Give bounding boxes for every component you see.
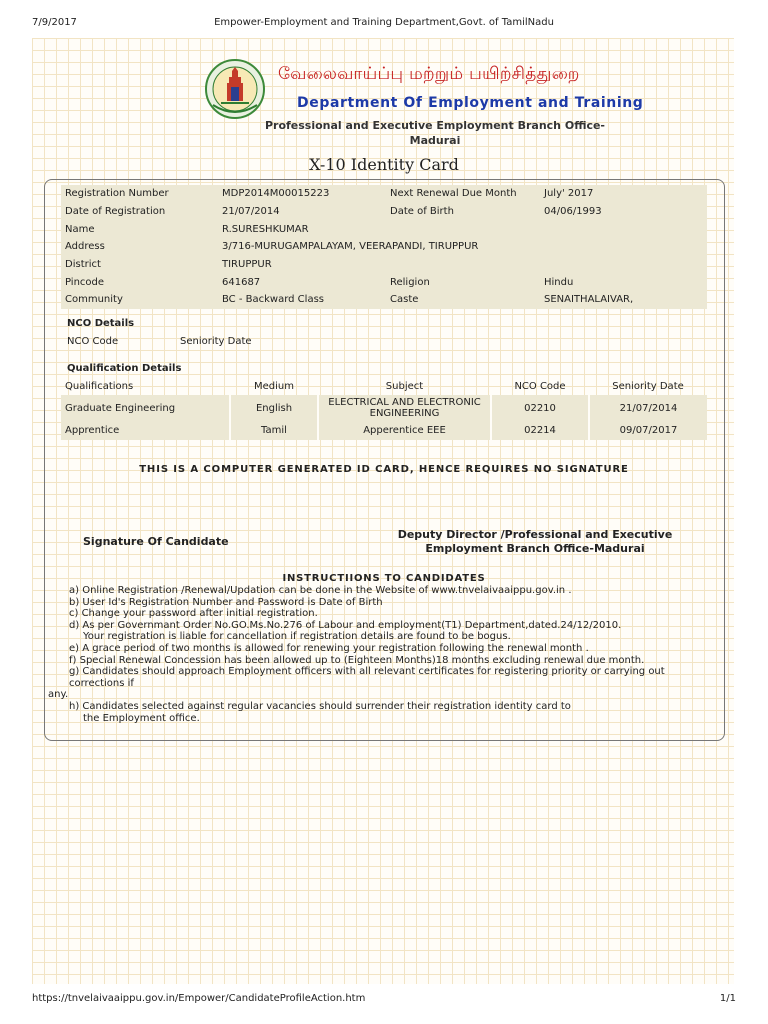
instruction-d: d) As per Governmant Order No.GO.Ms.No.276 of Labour and employment(T1) Department,dated.24/12/2010.: [69, 619, 622, 631]
subject-cell: ELECTRICAL AND ELECTRONIC ENGINEERING: [318, 395, 491, 421]
qualification-heading: Qualification Details: [67, 363, 182, 374]
table-header-row: [61, 377, 707, 395]
renewal-label: Next Renewal Due Month: [386, 185, 540, 203]
table-row: [61, 273, 707, 291]
nco-code-cell: 02214: [491, 421, 589, 440]
address-value: 3/716-MURUGAMPALAYAM, VEERAPANDI, TIRUPPUR: [218, 238, 707, 256]
table-row: [61, 256, 707, 274]
instruction-d-continued: Your registration is liable for cancellation if registration details are found to be bogus.: [83, 631, 511, 643]
medium-cell: English: [230, 395, 318, 421]
religion-label: Religion: [386, 273, 540, 291]
tamil-department-title: வேலைவாய்ப்பு மற்றும் பயிற்சித்துறை: [278, 64, 580, 84]
table-row: [61, 203, 707, 221]
religion-value: Hindu: [540, 273, 707, 291]
name-label: Name: [61, 220, 218, 238]
dob-label: Date of Birth: [386, 203, 540, 221]
instruction-c: c) Change your password after initial registration.: [69, 608, 318, 620]
pincode-value: 641687: [218, 273, 386, 291]
col-nco-code: NCO Code: [514, 380, 566, 392]
director-signature-block: [395, 528, 675, 556]
caste-label: Caste: [386, 291, 540, 309]
seniority-date-cell: 21/07/2014: [589, 395, 707, 421]
instruction-g: g) Candidates should approach Employment officers with all relevant certificates for registering priority or carrying out corrections if: [69, 666, 665, 689]
reg-date-label: Date of Registration: [61, 203, 218, 221]
col-medium: Medium: [254, 380, 294, 392]
print-date: 7/9/2017: [32, 17, 77, 28]
print-title: Empower-Employment and Training Department,Govt. of TamilNadu: [214, 17, 554, 28]
instruction-b: b) User Id's Registration Number and Password is Date of Birth: [69, 596, 383, 608]
instruction-h: h) Candidates selected against regular vacancies should surrender their registration identity card to: [69, 700, 571, 712]
col-seniority-date: Seniority Date: [612, 380, 684, 392]
branch-office: [250, 118, 620, 148]
reg-date-value: 21/07/2014: [218, 203, 386, 221]
qualification-cell: Graduate Engineering: [61, 395, 230, 421]
address-label: Address: [61, 238, 218, 256]
branch-line-2: Madurai: [409, 134, 461, 147]
pincode-label: Pincode: [61, 273, 218, 291]
instruction-g-continued: any.: [48, 689, 69, 701]
nco-code-label: NCO Code: [67, 336, 119, 347]
page-number: 1/1: [719, 993, 736, 1004]
print-url: https://tnvelaivaaippu.gov.in/Empower/CandidateProfileAction.htm: [32, 993, 366, 1004]
director-line-1: Deputy Director /Professional and Executive: [397, 528, 673, 541]
department-title: Department Of Employment and Training: [297, 95, 644, 111]
table-row: [61, 395, 707, 421]
col-qualifications: Qualifications: [65, 380, 134, 392]
instruction-h-continued: the Employment office.: [83, 712, 200, 724]
tamilnadu-emblem-icon: [205, 57, 265, 121]
nco-code-cell: 02210: [491, 395, 589, 421]
table-row: [61, 185, 707, 203]
reg-no-value: MDP2014M00015223: [218, 185, 386, 203]
director-line-2: Employment Branch Office-Madurai: [425, 542, 645, 555]
seniority-date-label: Seniority Date: [180, 336, 252, 347]
qualification-cell: Apprentice: [61, 421, 230, 440]
name-value: R.SURESHKUMAR: [218, 220, 707, 238]
instruction-a: a) Online Registration /Renewal/Updation can be done in the Website of www.tnvelaivaaippu.gov.in .: [69, 585, 572, 596]
instruction-e: e) A grace period of two months is allowed for renewing your registration following the renewal month .: [69, 642, 589, 654]
card-title: X-10 Identity Card: [309, 155, 459, 174]
candidate-signature-label: Signature Of Candidate: [83, 535, 229, 548]
medium-cell: Tamil: [230, 421, 318, 440]
print-footer: [32, 993, 736, 1004]
seniority-date-cell: 09/07/2017: [589, 421, 707, 440]
district-label: District: [61, 256, 218, 274]
instructions-list: [48, 585, 708, 724]
instruction-f: f) Special Renewal Concession has been allowed up to (Eighteen Months)18 months excluding renewal due month.: [69, 654, 645, 666]
nco-details-heading: NCO Details: [67, 318, 135, 329]
dob-value: 04/06/1993: [540, 203, 707, 221]
computer-generated-notice: THIS IS A COMPUTER GENERATED ID CARD, HENCE REQUIRES NO SIGNATURE: [139, 464, 629, 475]
table-row: [61, 220, 707, 238]
table-row: [61, 421, 707, 440]
branch-line-1: Professional and Executive Employment Branch Office-: [264, 119, 606, 132]
community-label: Community: [61, 291, 218, 309]
district-value: TIRUPPUR: [218, 256, 707, 274]
instructions-title: INSTRUCTIIONS TO CANDIDATES: [282, 573, 486, 584]
table-row: [61, 238, 707, 256]
caste-value: SENAITHALAIVAR,: [540, 291, 707, 309]
table-row: [61, 291, 707, 309]
qualification-table: [61, 377, 707, 440]
reg-no-label: Registration Number: [61, 185, 218, 203]
renewal-value: July' 2017: [540, 185, 707, 203]
col-subject: Subject: [385, 380, 424, 392]
subject-cell: Apperentice EEE: [318, 421, 491, 440]
registration-info-table: [61, 185, 707, 309]
community-value: BC - Backward Class: [218, 291, 386, 309]
